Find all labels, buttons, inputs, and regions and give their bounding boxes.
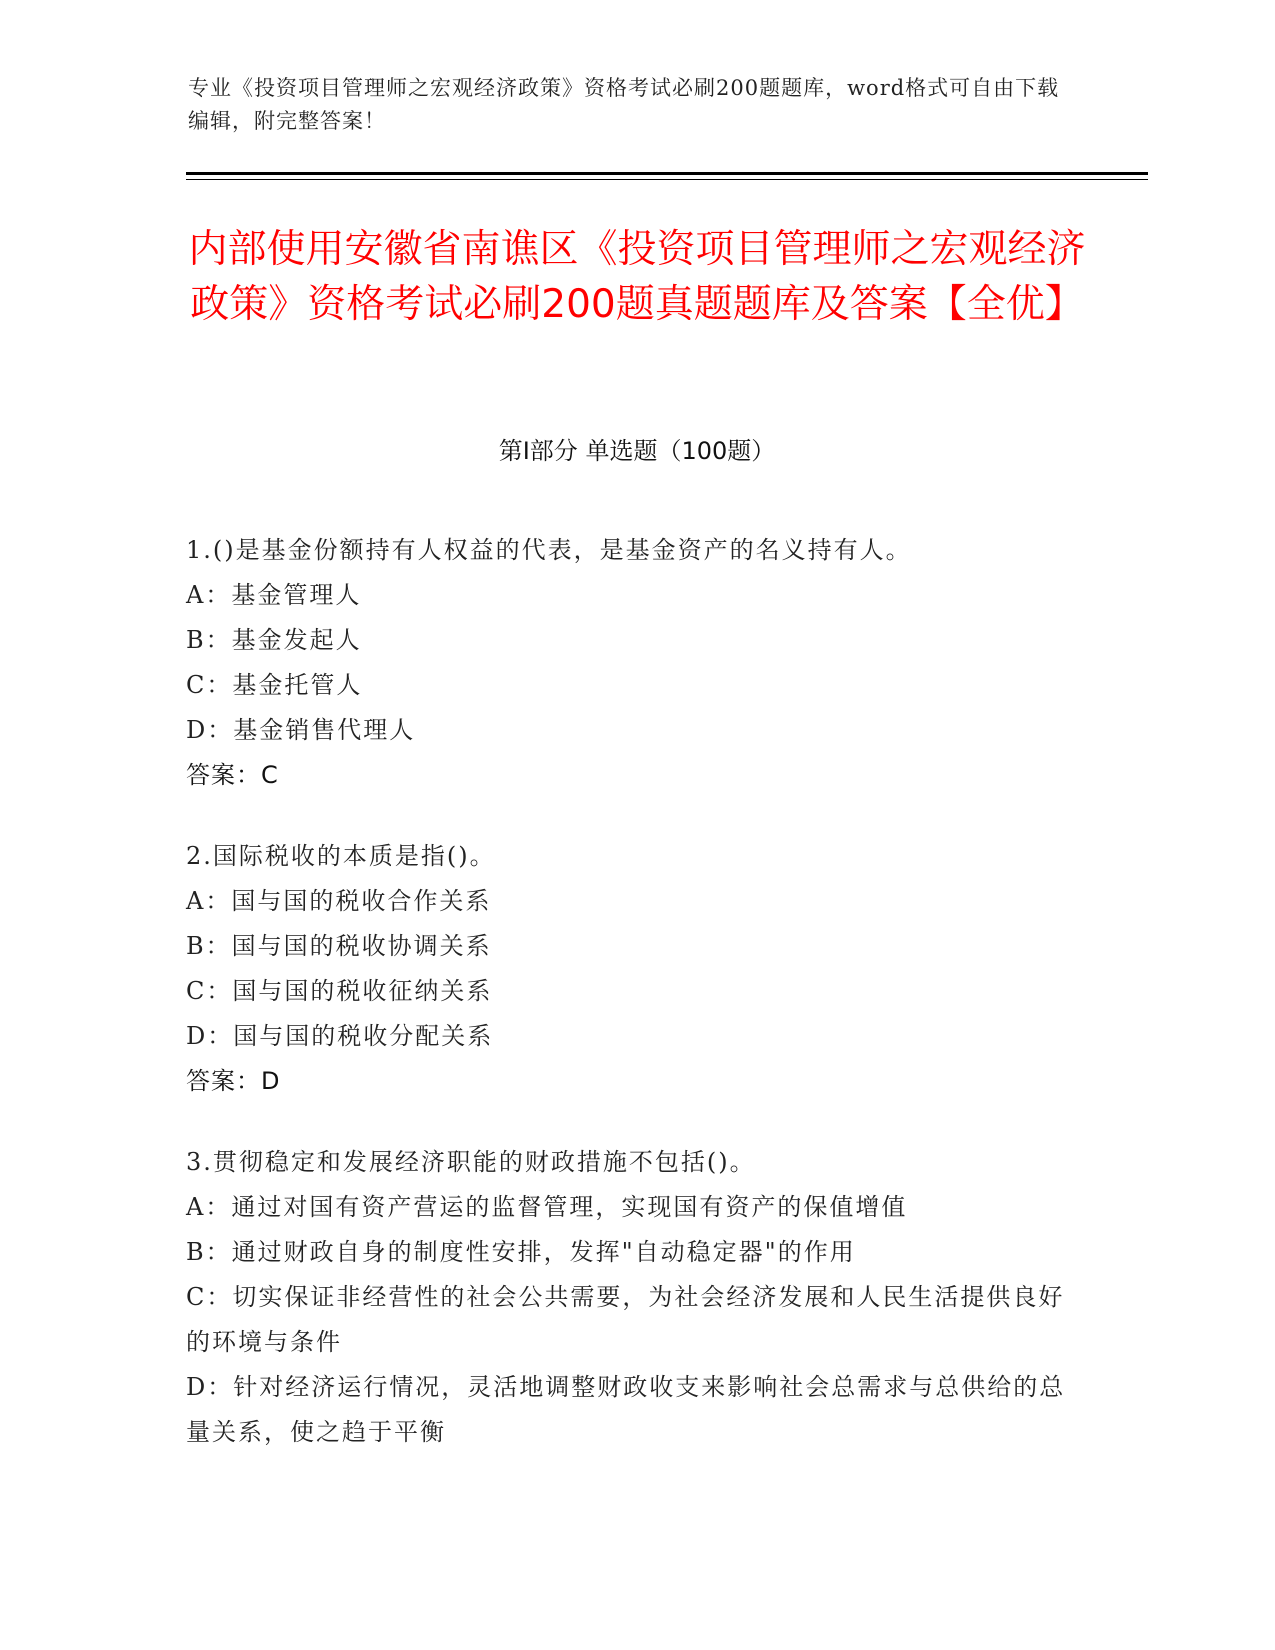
section-heading: 第Ⅰ部分 单选题（100题）	[498, 437, 776, 465]
option-d: D：基金销售代理人	[186, 716, 416, 744]
header-rule-thin	[186, 179, 1148, 180]
option-a: A：国与国的税收合作关系	[186, 887, 492, 915]
option-c: C：基金托管人	[186, 671, 363, 699]
option-a: A：基金管理人	[186, 581, 362, 609]
option-c: C：国与国的税收征纳关系	[186, 977, 493, 1005]
option-a: A：通过对国有资产营运的监督管理，实现国有资产的保值增值	[186, 1193, 908, 1221]
question-stem: 2.国际税收的本质是指()。	[186, 842, 496, 870]
header-note: 专业《投资项目管理师之宏观经济政策》资格考试必刷200题题库，word格式可自由下载编辑，附完整答案！	[188, 76, 1060, 133]
answer: 答案：C	[186, 761, 279, 789]
option-b: B：基金发起人	[186, 626, 362, 654]
question-1	[186, 528, 1066, 798]
document-title: 内部使用安徽省南谯区《投资项目管理师之宏观经济政策》资格考试必刷200题真题题库及答案【全优】	[188, 227, 1086, 327]
option-b: B：国与国的税收协调关系	[186, 932, 492, 960]
option-c: C：切实保证非经营性的社会公共需要，为社会经济发展和人民生活提供良好的环境与条件	[186, 1283, 1065, 1356]
option-d: D：国与国的税收分配关系	[186, 1022, 494, 1050]
option-b: B：通过财政自身的制度性安排，发挥"自动稳定器"的作用	[186, 1238, 856, 1266]
question-stem: 1.()是基金份额持有人权益的代表，是基金资产的名义持有人。	[186, 536, 912, 564]
question-stem: 3.贯彻稳定和发展经济职能的财政措施不包括()。	[186, 1148, 756, 1176]
header-rule-thick	[186, 172, 1148, 175]
option-d: D：针对经济运行情况，灵活地调整财政收支来影响社会总需求与总供给的总量关系，使之趋于平衡	[186, 1373, 1066, 1446]
question-3	[186, 1140, 1066, 1455]
answer: 答案：D	[186, 1067, 281, 1095]
question-2	[186, 834, 1066, 1104]
